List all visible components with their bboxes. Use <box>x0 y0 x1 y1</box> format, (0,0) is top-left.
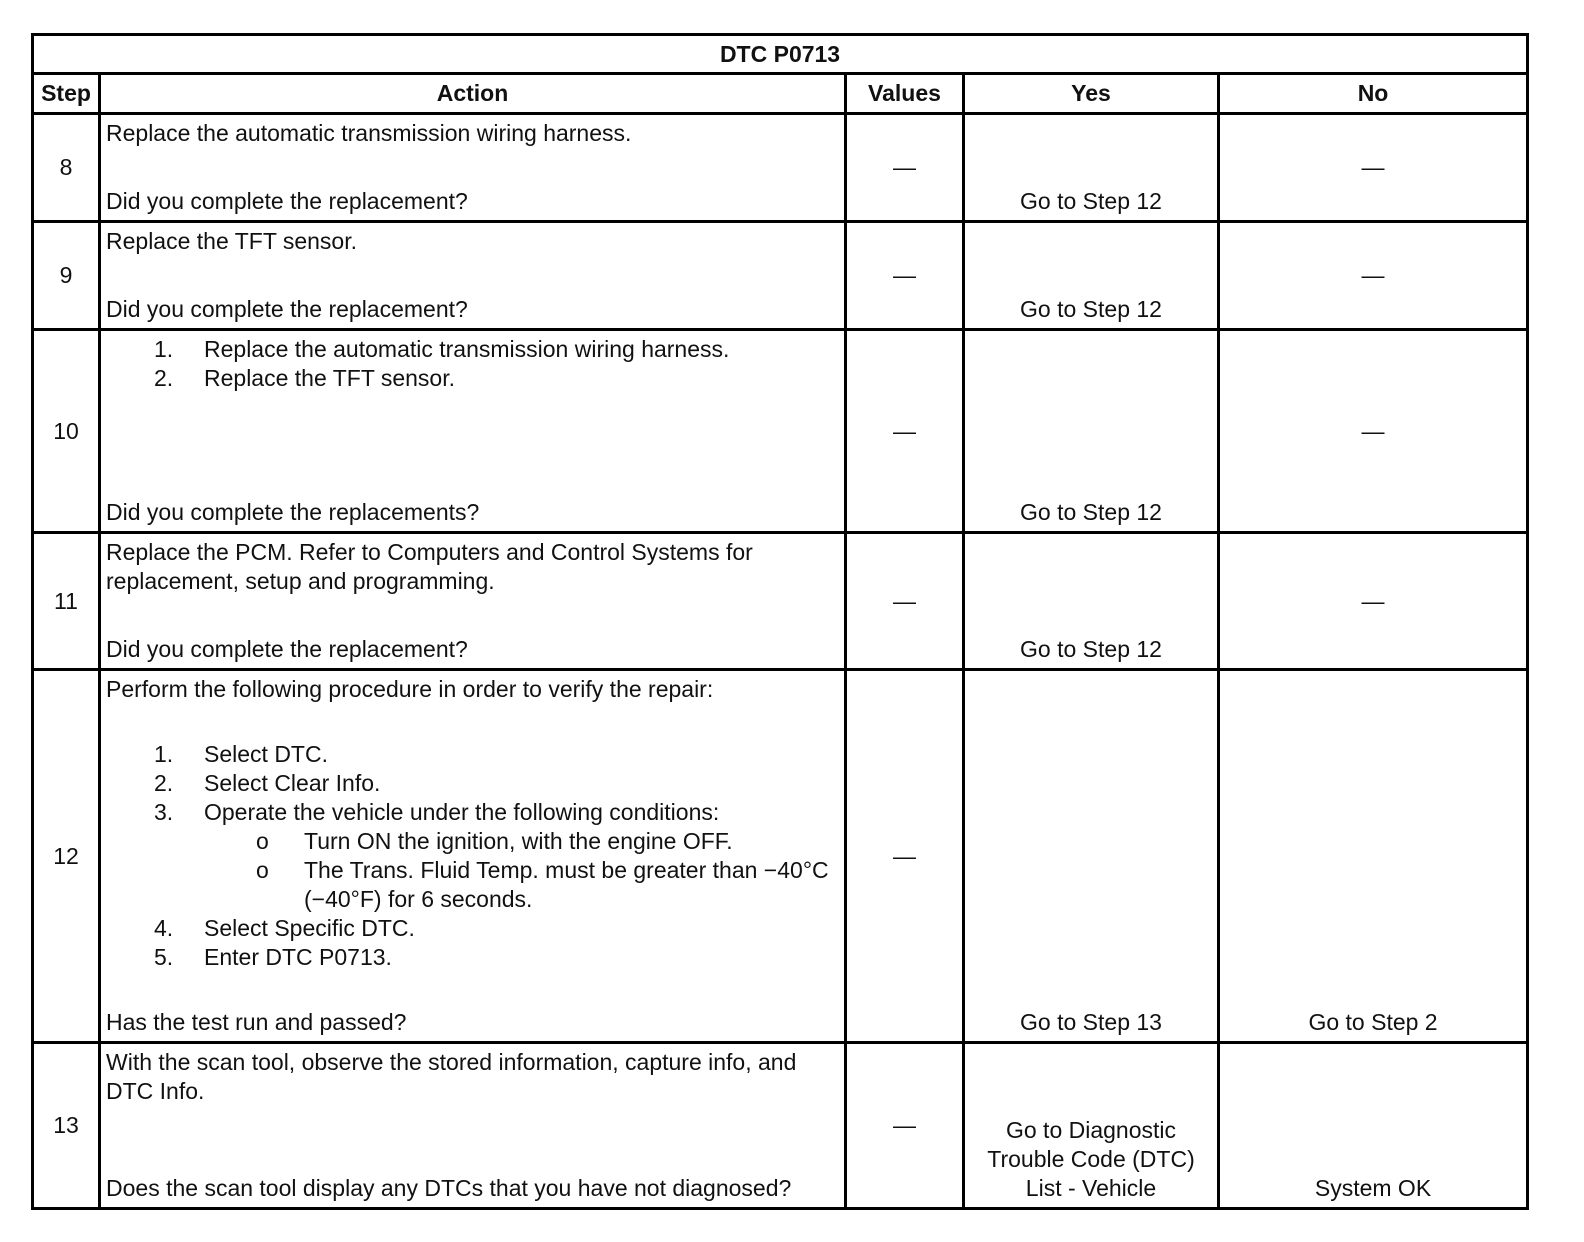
header-step: Step <box>33 74 100 114</box>
yes-cell: Go to Step 12 <box>964 330 1219 533</box>
yes-cell: Go to Step 12 <box>964 222 1219 330</box>
yes-cell: Go to Diagnostic Trouble Code (DTC) List - Vehicle <box>964 1043 1219 1209</box>
no-cell: Go to Step 2 <box>1219 670 1528 1043</box>
list-item: o The Trans. Fluid Temp. must be greater than −40°C (−40°F) for 6 seconds. <box>256 857 829 912</box>
yes-cell: Go to Step 12 <box>964 533 1219 670</box>
values-cell: — <box>846 222 964 330</box>
header-action: Action <box>100 74 846 114</box>
action-question: Did you complete the replacement? <box>106 636 468 662</box>
action-text: Perform the following procedure in order to verify the repair: <box>106 676 714 702</box>
condition-list <box>204 827 838 914</box>
action-cell <box>100 222 846 330</box>
list-item: 4. Select Specific DTC. <box>154 915 415 941</box>
no-cell: — <box>1219 114 1528 222</box>
table-row <box>33 114 1528 222</box>
step-number: 8 <box>33 114 100 222</box>
list-item: 2. Select Clear Info. <box>154 770 381 796</box>
list-item: 5. Enter DTC P0713. <box>154 944 392 970</box>
list-item: 3. Operate the vehicle under the following conditions: o Turn ON the ignition, with the engine OFF. o The Trans. Fluid Temp. must be greater than −40°C (−40°F) for 6 seconds. <box>106 798 838 914</box>
step-number: 9 <box>33 222 100 330</box>
list-item: o Turn ON the ignition, with the engine OFF. <box>256 828 733 854</box>
action-question: Did you complete the replacement? <box>106 296 468 322</box>
yes-cell: Go to Step 13 <box>964 670 1219 1043</box>
header-no: No <box>1219 74 1528 114</box>
action-text: Replace the automatic transmission wiring harness. <box>106 120 632 146</box>
procedure-list <box>106 335 838 393</box>
table-row <box>33 330 1528 533</box>
action-text: Replace the TFT sensor. <box>106 228 358 254</box>
values-cell: — <box>846 330 964 533</box>
table-row <box>33 222 1528 330</box>
values-cell: — <box>846 670 964 1043</box>
action-cell <box>100 670 846 1043</box>
no-cell: — <box>1219 222 1528 330</box>
yes-cell: Go to Step 12 <box>964 114 1219 222</box>
action-cell <box>100 1043 846 1209</box>
table-row <box>33 533 1528 670</box>
action-text: Replace the PCM. Refer to Computers and Control Systems for replacement, setup and programming. <box>106 539 753 594</box>
list-item: 2. Replace the TFT sensor. <box>154 365 456 391</box>
no-cell: — <box>1219 533 1528 670</box>
values-cell: — <box>846 114 964 222</box>
step-number: 10 <box>33 330 100 533</box>
action-question: Did you complete the replacement? <box>106 188 468 214</box>
action-cell <box>100 330 846 533</box>
action-question: Did you complete the replacements? <box>106 499 480 525</box>
list-item: 1. Replace the automatic transmission wiring harness. <box>154 336 730 362</box>
action-cell <box>100 114 846 222</box>
table-row <box>33 1043 1528 1209</box>
table-row <box>33 670 1528 1043</box>
header-values: Values <box>846 74 964 114</box>
step-number: 11 <box>33 533 100 670</box>
procedure-list <box>106 740 838 972</box>
no-cell: — <box>1219 330 1528 533</box>
values-cell: — <box>846 1043 964 1209</box>
step-number: 12 <box>33 670 100 1043</box>
no-cell: System OK <box>1219 1043 1528 1209</box>
header-yes: Yes <box>964 74 1219 114</box>
action-cell <box>100 533 846 670</box>
values-cell: — <box>846 533 964 670</box>
table-title: DTC P0713 <box>33 35 1528 74</box>
step-number: 13 <box>33 1043 100 1209</box>
action-text: With the scan tool, observe the stored information, capture info, and DTC Info. <box>106 1049 797 1104</box>
action-question: Has the test run and passed? <box>106 1009 407 1035</box>
action-question: Does the scan tool display any DTCs that you have not diagnosed? <box>106 1175 792 1201</box>
list-item: 1. Select DTC. <box>154 741 328 767</box>
dtc-table <box>31 33 1529 1210</box>
